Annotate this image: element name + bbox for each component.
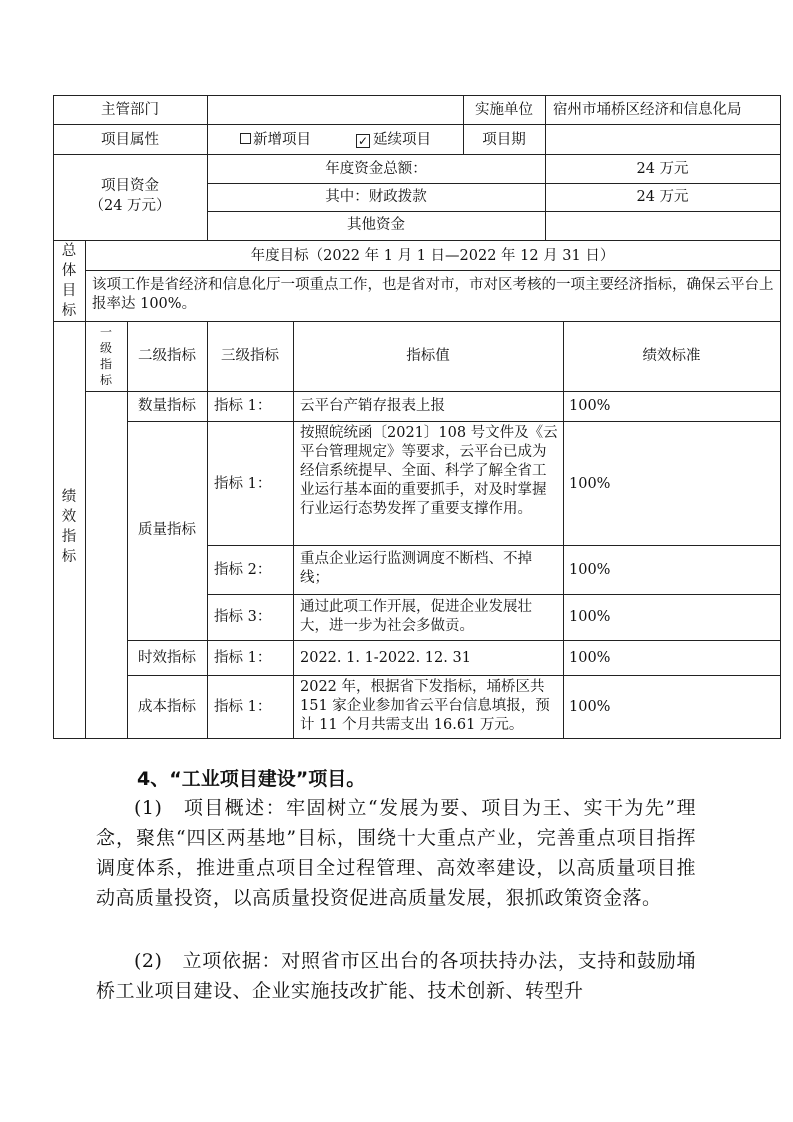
- row1-value: 云平台产销存报表上报: [300, 398, 445, 414]
- impl-unit-value: 宿州市埇桥区经济和信息化局: [553, 102, 742, 118]
- row2-level3: 指标 1：: [214, 476, 272, 492]
- fiscal-value: 24 万元: [636, 189, 689, 205]
- row2-value: 按照皖统函〔2021〕108 号文件及《云平台管理规定》等要求，云平台已成为经信系统提早、全面、科学了解全省工业运行基本面的重要抓手，对及时掌握行业运行态势发挥了重要支撑作用。: [300, 425, 558, 517]
- header-value: 指标值: [406, 348, 450, 364]
- row1-standard: 100%: [569, 398, 611, 414]
- checkbox-empty-icon[interactable]: [240, 133, 251, 144]
- checkbox-checked-icon[interactable]: ✓: [357, 134, 369, 148]
- paragraph-2: (2) 立项依据：对照省市区出台的各项扶持办法，支持和鼓励埇桥工业项目建设、企业实施技改扩能、技术创新、转型升: [96, 950, 696, 1002]
- overall-goal-label: 总体目标: [61, 243, 77, 319]
- row5-level3: 指标 1：: [214, 650, 272, 666]
- row5-value: 2022. 1. 1-2022. 12. 31: [300, 650, 471, 666]
- row6-value: 2022 年，根据省下发指标，埇桥区共 151 家企业参加省云平台信息填报，预计 11 个月共需支出 16.61 万元。: [300, 679, 550, 733]
- fiscal-label: 其中：财政拨款: [325, 189, 427, 205]
- header-level1: 一级指标: [99, 325, 112, 387]
- row4-standard: 100%: [569, 609, 611, 625]
- group-quantity: 数量指标: [138, 398, 196, 414]
- row5-standard: 100%: [569, 650, 611, 666]
- other-label: 其他资金: [347, 217, 405, 233]
- row6-level3: 指标 1：: [214, 699, 272, 715]
- attr-continue-option[interactable]: [356, 130, 431, 150]
- annual-total-value: 24 万元: [636, 161, 689, 177]
- row1-level3: 指标 1：: [214, 398, 272, 414]
- row3-level3: 指标 2：: [214, 562, 272, 578]
- paragraph-1: (1) 项目概述：牢固树立“发展为要、项目为王、实干为先”理念，聚焦“四区两基地”目标，围绕十大重点产业，完善重点项目指挥调度体系，推进重点项目全过程管理、高效率建设，以高质量项目推动高质量投资，以高质量投资促进高质量发展，狠抓政策资金落。: [96, 797, 696, 909]
- attr-continue-label: 延续项目: [373, 132, 431, 148]
- period-label: 项目期: [482, 132, 526, 148]
- annual-total-label: 年度资金总额：: [325, 161, 427, 177]
- row4-level3: 指标 3：: [214, 609, 272, 625]
- row3-standard: 100%: [569, 562, 611, 578]
- group-timeliness: 时效指标: [138, 650, 196, 666]
- dept-label: 主管部门: [101, 102, 159, 118]
- row3-value: 重点企业运行监测调度不断档、不掉线；: [300, 551, 532, 586]
- attr-new-label: 新增项目: [253, 132, 311, 148]
- fund-sub: （24 万元）: [89, 198, 171, 214]
- impl-unit-label: 实施单位: [475, 102, 533, 118]
- row6-standard: 100%: [569, 699, 611, 715]
- group-cost: 成本指标: [138, 699, 196, 715]
- group-quality: 质量指标: [138, 522, 196, 538]
- row2-standard: 100%: [569, 476, 611, 492]
- goal-text: 该项工作是省经济和信息化厅一项重点工作，也是省对市，市对区考核的一项主要经济指标，确保云平台上报率达 100%。: [92, 277, 774, 312]
- row4-value: 通过此项工作开展，促进企业发展壮大，进一步为社会多做贡。: [300, 599, 532, 634]
- annual-goal: 年度目标（2022 年 1 月 1 日—2022 年 12 月 31 日）: [250, 248, 615, 264]
- attr-label: 项目属性: [101, 132, 159, 148]
- header-standard: 绩效标准: [642, 348, 701, 364]
- header-level2: 二级指标: [138, 348, 196, 364]
- header-level3: 三级指标: [221, 348, 279, 364]
- section-heading: 4、“工业项目建设”项目。: [137, 768, 366, 790]
- fund-label: 项目资金: [101, 178, 159, 194]
- attr-new-option[interactable]: [240, 130, 311, 150]
- perf-label: 绩效指标: [61, 489, 77, 565]
